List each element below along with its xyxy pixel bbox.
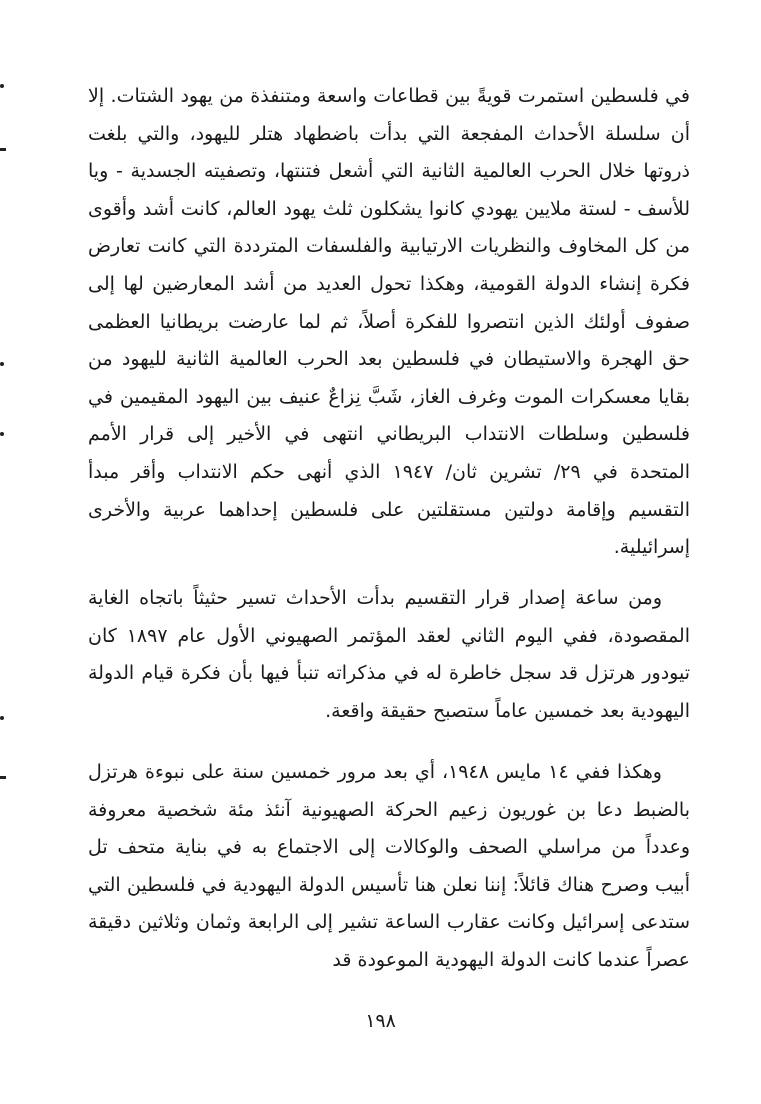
margin-mark (0, 84, 4, 88)
page-number: ١٩٨ (365, 1010, 396, 1032)
margin-mark (0, 148, 6, 151)
margin-mark (0, 716, 4, 720)
body-paragraph: وهكذا ففي ١٤ مايس ١٩٤٨، أي بعد مرور خمسين سنة على نبوءة هرتزل بالضبط دعا بن غوريون زعيم الحركة الصهيونية آنئذ مئة شخصية معروفة وعدداً من مراسلي الصحف والوكالات إلى الاجتماع به في بناية متحف تل أبيب وصرح هناك قائلاً: إننا نعلن هنا تأسيس الدولة اليهودية في فلسطين التي ستدعى إسرائيل وكانت عقارب الساعة تشير إلى الرابعة وثمان وثلاثين دقيقة عصراً عندما كانت الدولة اليهودية الموعودة قد (88, 761, 690, 971)
margin-mark (0, 776, 6, 779)
margin-mark (0, 432, 4, 436)
body-paragraph: في فلسطين استمرت قويةً بين قطاعات واسعة ومتنفذة من يهود الشتات. إلا أن سلسلة الأحداث المفجعة التي بدأت باضطهاد هتلر لليهود، والتي بلغت ذروتها خلال الحرب العالمية الثانية التي أشعل فتنتها، وتصفيته الجسدية - ويا للأسف - لستة ملايين يهودي كانوا يشكلون ثلث يهود العالم، كانت أشد وأقوى من كل المخاوف والنظريات الارتيابية والفلسفات المترددة التي كانت تعارض فكرة إنشاء الدولة القومية، وهكذا تحول العديد من أشد المعارضين لها إلى صفوف أولئك الذين انتصروا للفكرة أصلاً، ثم لما عارضت بريطانيا العظمى حق الهجرة والاستيطان في فلسطين بعد الحرب العالمية الثانية لليهود من بقايا معسكرات الموت وغرف الغاز، شَبَّ نِزاعٌ عنيف بين اليهود المقيمين في فلسطين وسلطات الانتداب البريطاني انتهى في الأخير إلى قرار الأمم المتحدة في ٢٩/ تشرين ثان/ ١٩٤٧ الذي أنهى حكم الانتداب وأقر مبدأ التقسيم وإقامة دولتين مستقلتين على فلسطين إحداهما عربية والأخرى إسرائيلية. (88, 85, 690, 559)
margin-mark (0, 362, 4, 366)
body-paragraph: ومن ساعة إصدار قرار التقسيم بدأت الأحداث تسير حثيثاً باتجاه الغاية المقصودة، ففي اليوم الثاني لعقد المؤتمر الصهيوني الأول عام ١٨٩٧ كان تيودور هرتزل قد سجل خاطرة له في مذكراته تنبأ فيها بأن فكرة قيام الدولة اليهودية بعد خمسين عاماً ستصبح حقيقة واقعة. (88, 587, 690, 722)
